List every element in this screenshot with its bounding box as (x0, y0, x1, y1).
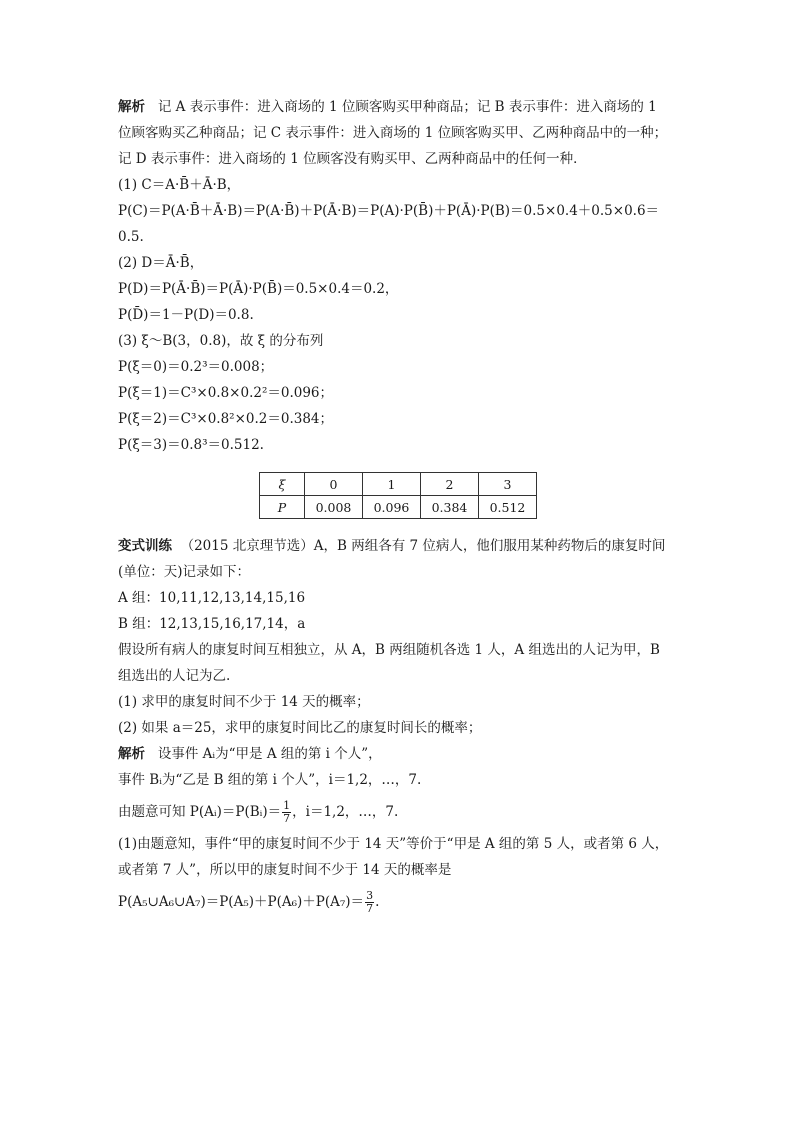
solution-2-line-5: 或者第 7 人”，所以甲的康复时间不少于 14 天的概率是 (118, 862, 452, 878)
solution-2-line-3: 由题意可知 P(Aᵢ)＝P(Bᵢ)＝ $\frac{1}{7}$ ，i＝1,2，…，7. (118, 799, 399, 825)
solution-tag: 解析 (118, 99, 145, 115)
exercise-line-3: 假设所有病人的康复时间互相独立，从 A，B 两组随机各选 1 人，A 组选出的人记为甲，B (118, 642, 660, 658)
table-cell: 0.384 (421, 496, 479, 519)
question-1: (1) 求甲的康复时间不少于 14 天的概率； (118, 694, 370, 710)
solution-2-line-1: 解析 设事件 Aᵢ为“甲是 A 组的第 i 个人”， (118, 746, 382, 762)
table-header-xi: ξ (260, 473, 305, 496)
table-row-xi (260, 473, 537, 496)
prob-xi-3: P(ξ＝3)＝0.8³＝0.512. (118, 437, 264, 453)
exercise-tag: 变式训练 (118, 538, 172, 554)
solution-intro-line-2: 位顾客购买乙种商品；记 C 表示事件：进入商场的 1 位顾客购买甲、乙两种商品中的一种； (118, 125, 668, 141)
prob-xi-0: P(ξ＝0)＝0.2³＝0.008； (118, 359, 274, 375)
group-a-data: A 组：10,11,12,13,14,15,16 (118, 590, 306, 606)
part-1-probability: P(C)＝P(A·B̄＋Ā·B)＝P(A·B̄)＋P(Ā·B)＝P(A)·P(B̄)＋P(Ā)·P(B)＝0.5×0.4＋0.5×0.6＝ (118, 203, 660, 219)
exercise-line-1: 变式训练 （2015 北京理节选）A，B 两组各有 7 位病人，他们服用某种药物后的康复时间 (118, 538, 666, 554)
fraction-three-sevenths: $\frac{3}{7}$ (366, 889, 374, 915)
document-page (118, 94, 678, 915)
solution-tag-2: 解析 (118, 746, 145, 762)
part-2-probability: P(D)＝P(Ā·B̄)＝P(Ā)·P(B̄)＝0.5×0.4＝0.2， (118, 281, 399, 297)
part-2-event: (2) D＝Ā·B̄， (118, 255, 204, 271)
solution-2-line-6: P(A₅∪A₆∪A₇)＝P(A₅)＋P(A₆)＋P(A₇)＝ $\frac{3}{7}$ . (118, 889, 380, 915)
table-row-p (260, 496, 537, 519)
prob-xi-1: P(ξ＝1)＝C³×0.8×0.2²＝0.096； (118, 385, 334, 401)
solution-intro-line-1: 解析 记 A 表示事件：进入商场的 1 位顾客购买甲种商品；记 B 表示事件：进入商场的 1 (118, 99, 657, 115)
question-2: (2) 如果 a＝25，求甲的康复时间比乙的康复时间长的概率； (118, 720, 482, 736)
table-cell: 0.512 (479, 496, 537, 519)
part-1-event: (1) C＝A·B̄＋Ā·B， (118, 177, 241, 193)
exercise-line-2: (单位：天)记录如下： (118, 564, 251, 580)
solution-intro-line-3: 记 D 表示事件：进入商场的 1 位顾客没有购买甲、乙两种商品中的任何一种． (118, 151, 587, 167)
group-b-data: B 组：12,13,15,16,17,14，a (118, 616, 306, 632)
part-1-result: 0.5. (118, 229, 144, 245)
part-3-distribution: (3) ξ～B(3，0.8)，故 ξ 的分布列 (118, 333, 324, 349)
distribution-table (259, 472, 537, 519)
table-cell: 3 (479, 473, 537, 496)
solution-2-line-2: 事件 Bᵢ为“乙是 B 组的第 i 个人”，i＝1,2，…，7. (118, 772, 422, 788)
part-2-complement: P(D̄)＝1－P(D)＝0.8. (118, 307, 254, 323)
table-cell: 2 (421, 473, 479, 496)
table-cell: 0.008 (305, 496, 363, 519)
prob-xi-2: P(ξ＝2)＝C³×0.8²×0.2＝0.384； (118, 411, 334, 427)
table-cell: 0 (305, 473, 363, 496)
table-cell: 1 (363, 473, 421, 496)
fraction-one-seventh: $\frac{1}{7}$ (283, 799, 291, 825)
table-header-p: P (260, 496, 305, 519)
table-cell: 0.096 (363, 496, 421, 519)
solution-2-line-4: (1)由题意知，事件“甲的康复时间不少于 14 天”等价于“甲是 A 组的第 5 人，或者第 6 人， (118, 836, 669, 852)
exercise-line-4: 组选出的人记为乙. (118, 668, 231, 684)
